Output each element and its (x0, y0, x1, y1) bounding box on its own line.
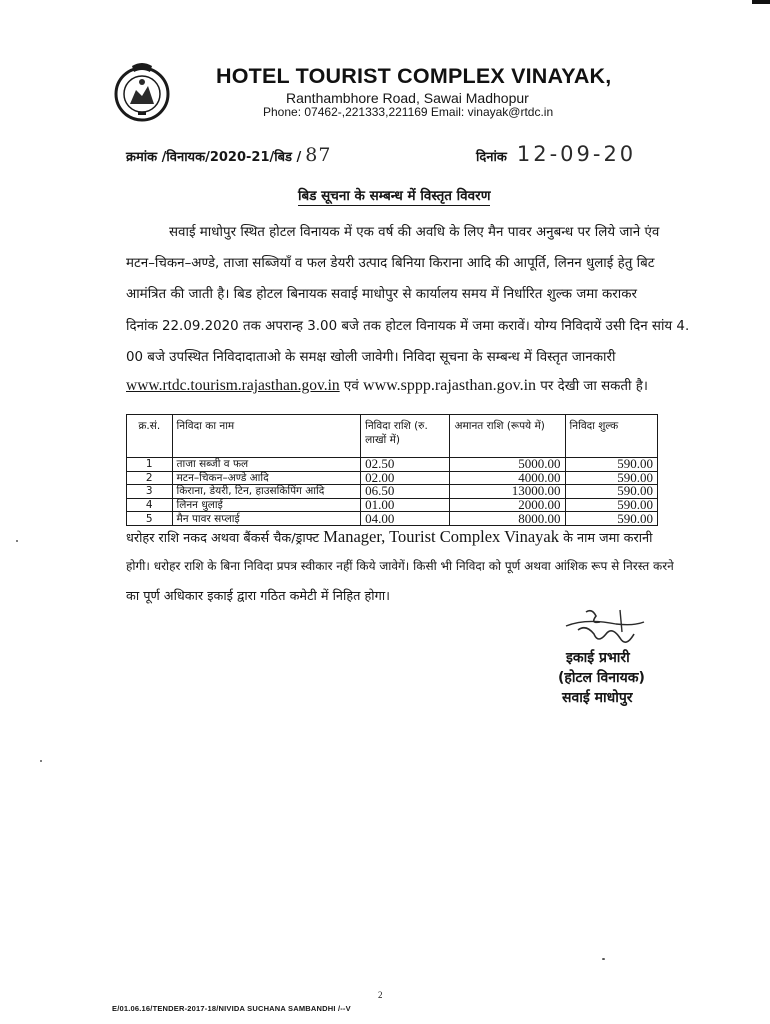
cell-amount: 06.50 (361, 485, 450, 499)
handwritten-signature (556, 604, 648, 652)
cell-fee: 590.00 (565, 512, 657, 526)
cell-amount: 04.00 (361, 512, 450, 526)
cell-amount: 02.00 (361, 471, 450, 485)
cell-deposit: 2000.00 (450, 498, 565, 512)
page-number: 2 (378, 990, 383, 1000)
cell-fee: 590.00 (565, 458, 657, 472)
cell-fee: 590.00 (565, 485, 657, 499)
tender-table (126, 414, 658, 526)
deposit-note-line-3: का पूर्ण अधिकार इकाई द्वारा गठित कमेटी में निहित होगा। (126, 589, 390, 604)
sppp-website-link[interactable]: www.sppp.rajasthan.gov.in (363, 377, 537, 394)
scan-speck (602, 958, 605, 960)
cell-serial: 4 (127, 498, 173, 512)
footer-reference-code: E/01.06.16/TENDER-2017-18/NIVIDA SUCHANA SAMBANDHI /--V (112, 1004, 351, 1013)
paragraph-line-6 (126, 376, 648, 395)
header-serial: क्र.सं. (127, 415, 173, 458)
cell-fee: 590.00 (565, 498, 657, 512)
deposit-note-pre: धरोहर राशि नकद अथवा बैंकर्स चैक/ड्राफ्ट (126, 531, 324, 546)
paragraph-line-5: 00 बजे उपस्थित निविदादाताओ के समक्ष खोली जावेगी। निविदा सूचना के सम्बन्ध में विस्तृत जानकारी (126, 350, 616, 365)
reference-prefix: क्रमांक /विनायक/2020-21/बिड / (126, 150, 302, 165)
cell-deposit: 13000.00 (450, 485, 565, 499)
rtdc-website-link[interactable]: www.rtdc.tourism.rajasthan.gov.in (126, 377, 340, 394)
paragraph-line-6-tail: पर देखी जा सकती है। (536, 379, 648, 394)
document-heading: बिड सूचना के सम्बन्ध में विस्तृत विवरण (298, 188, 491, 204)
cell-serial: 3 (127, 485, 173, 499)
table-row (127, 512, 658, 526)
cell-amount: 02.50 (361, 458, 450, 472)
reference-number (126, 144, 331, 166)
cell-deposit: 8000.00 (450, 512, 565, 526)
conjunction-text: एवं (339, 379, 364, 394)
paragraph-line-3: आमंत्रित की जाती है। बिड होटल बिनायक सवाई माधोपुर से कार्यालय समय में निर्धारित शुल्क जमा कराकर (126, 287, 638, 302)
header-deposit: अमानत राशि (रूपये में) (450, 415, 565, 458)
cell-serial: 1 (127, 458, 173, 472)
paragraph-line-4: दिनांक 22.09.2020 तक अपरान्ह 3.00 बजे तक होटल विनायक में जमा करावें। योग्य निविदायें उसी दिन सांय 4. (126, 319, 690, 334)
header-tender-name: निविदा का नाम (172, 415, 361, 458)
cell-tender-name: लिनन धुलाई (172, 498, 361, 512)
signatory-title: इकाई प्रभारी (566, 650, 630, 666)
cell-fee: 590.00 (565, 471, 657, 485)
table-row (127, 498, 658, 512)
header-tender-amount: निविदा राशि (रु. लाखों में) (361, 415, 450, 458)
deposit-note-post: के नाम जमा करानी (559, 531, 653, 546)
deposit-note-line-1 (126, 527, 652, 547)
cell-deposit: 5000.00 (450, 458, 565, 472)
cell-amount: 01.00 (361, 498, 450, 512)
scan-speck (40, 760, 42, 762)
table-header-row (127, 415, 658, 458)
date-handwritten: 12-09-20 (516, 142, 637, 166)
cell-serial: 2 (127, 471, 173, 485)
rtdc-emblem-icon (112, 60, 172, 124)
cell-tender-name: ताजा सब्जी व फल (172, 458, 361, 472)
date-label: दिनांक (476, 150, 507, 165)
header-tender-fee: निविदा शुल्क (565, 415, 657, 458)
signatory-location: सवाई माधोपुर (562, 690, 633, 706)
cell-serial: 5 (127, 512, 173, 526)
reference-handwritten-number: 87 (305, 144, 332, 166)
paragraph-line-2: मटन–चिकन–अण्डे, ताजा सब्जियाँ व फल डेयरी उत्पाद बिनिया किराना आदि की आपूर्ति, लिनन धुलाई हेतु बिट (126, 256, 655, 271)
cell-deposit: 4000.00 (450, 471, 565, 485)
deposit-note-line-2: होगी। धरोहर राशि के बिना निविदा प्रपत्र स्वीकार नहीं किये जावेगें। किसी भी निविदा को पूर्ण अथवा आंशिक रूप से निरस्त करने (126, 559, 674, 573)
reference-date (476, 142, 636, 166)
payee-name: Manager, Tourist Complex Vinayak (323, 527, 559, 546)
cell-tender-name: मटन–चिकन–अण्डे आदि (172, 471, 361, 485)
paragraph-line-1: सवाई माधोपुर स्थित होटल विनायक में एक वर्ष की अवधि के लिए मैन पावर अनुबन्ध पर लिये जाने एंव (169, 225, 660, 240)
cell-tender-name: किराना, डेयरी, टिन, हाउसकिपिंग आदि (172, 485, 361, 499)
scan-edge-mark (752, 0, 770, 4)
signatory-unit: (होटल विनायक) (558, 670, 645, 686)
hotel-contact: Phone: 07462-,221333,221169 Email: vinayak@rtdc.in (263, 105, 554, 119)
hotel-name: HOTEL TOURIST COMPLEX VINAYAK, (216, 64, 612, 88)
scan-speck (16, 540, 18, 542)
cell-tender-name: मैन पावर सप्लाई (172, 512, 361, 526)
hotel-address: Ranthambhore Road, Sawai Madhopur (286, 90, 529, 106)
